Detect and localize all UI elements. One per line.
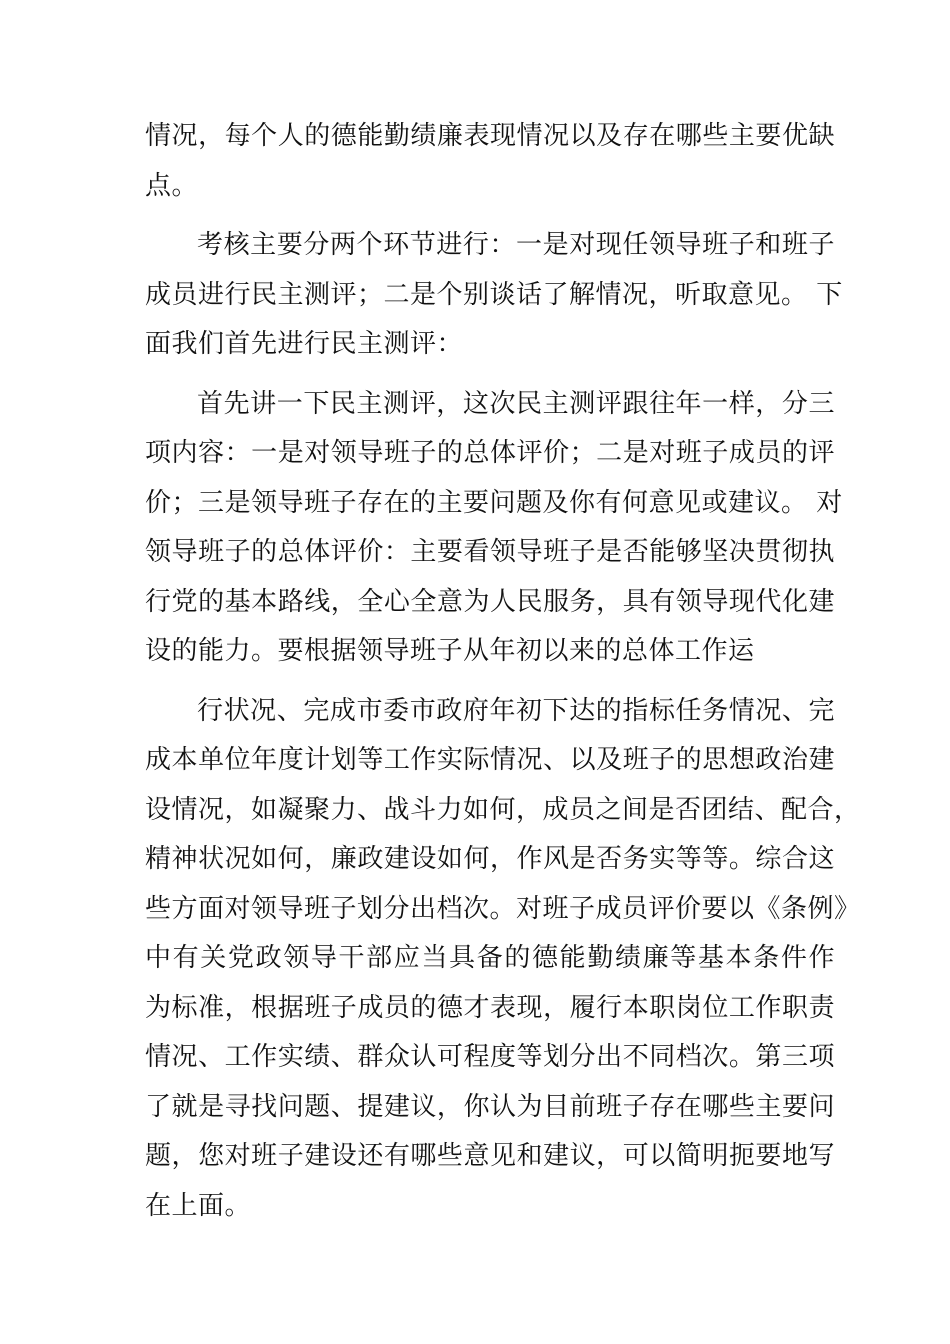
text-line: 项内容：一是对领导班子的总体评价；二是对班子成员的评	[145, 438, 835, 468]
paragraph	[145, 112, 835, 211]
text-line: 设的能力。要根据领导班子从年初以来的总体工作运	[145, 636, 755, 666]
text-line: 中有关党政领导干部应当具备的德能勤绩廉等基本条件作	[145, 943, 835, 973]
text-line: 成员进行民主测评；二是个别谈话了解情况，听取意见。 下	[145, 279, 843, 310]
paragraph	[145, 221, 843, 370]
text-line: 行党的基本路线，全心全意为人民服务，具有领导现代化建	[145, 586, 835, 617]
text-line: 情况，每个人的德能勤绩廉表现情况以及存在哪些主要优缺	[145, 121, 835, 151]
paragraph-gap	[145, 211, 835, 221]
text-line: 设情况，如凝聚力、战斗力如何，成员之间是否团结、配合，	[145, 794, 861, 825]
text-line: 首先讲一下民主测评，这次民主测评跟往年一样，分三	[197, 388, 835, 419]
text-line: 价；三是领导班子存在的主要问题及你有何意见或建议。 对	[145, 487, 843, 518]
text-line: 点。	[145, 170, 199, 201]
text-line: 情况、工作实绩、群众认可程度等划分出不同档次。第三项	[145, 1042, 835, 1072]
text-line: 面我们首先进行民主测评：	[145, 329, 464, 359]
text-line: 行状况、完成市委市政府年初下达的指标任务情况、完	[197, 695, 835, 726]
text-line: 为标准，根据班子成员的德才表现，履行本职岗位工作职责	[145, 992, 835, 1023]
text-line: 考核主要分两个环节进行：一是对现任领导班子和班子	[197, 230, 835, 260]
text-line: 题，您对班子建设还有哪些意见和建议，可以简明扼要地写	[145, 1141, 835, 1171]
document-body	[145, 112, 861, 1231]
text-line: 成本单位年度计划等工作实际情况、以及班子的思想政治建	[145, 745, 835, 775]
text-line: 些方面对领导班子划分出档次。对班子成员评价要以《条例》	[145, 893, 861, 924]
paragraph	[145, 687, 861, 1232]
paragraph-gap	[145, 370, 835, 380]
paragraph-gap	[145, 677, 835, 687]
paragraph	[145, 380, 843, 677]
text-line: 精神状况如何，廉政建设如何，作风是否务实等等。综合这	[145, 844, 835, 874]
text-line: 领导班子的总体评价：主要看领导班子是否能够坚决贯彻执	[145, 537, 835, 567]
text-line: 在上面。	[145, 1190, 252, 1221]
text-line: 了就是寻找问题、提建议，你认为目前班子存在哪些主要问	[145, 1091, 835, 1122]
